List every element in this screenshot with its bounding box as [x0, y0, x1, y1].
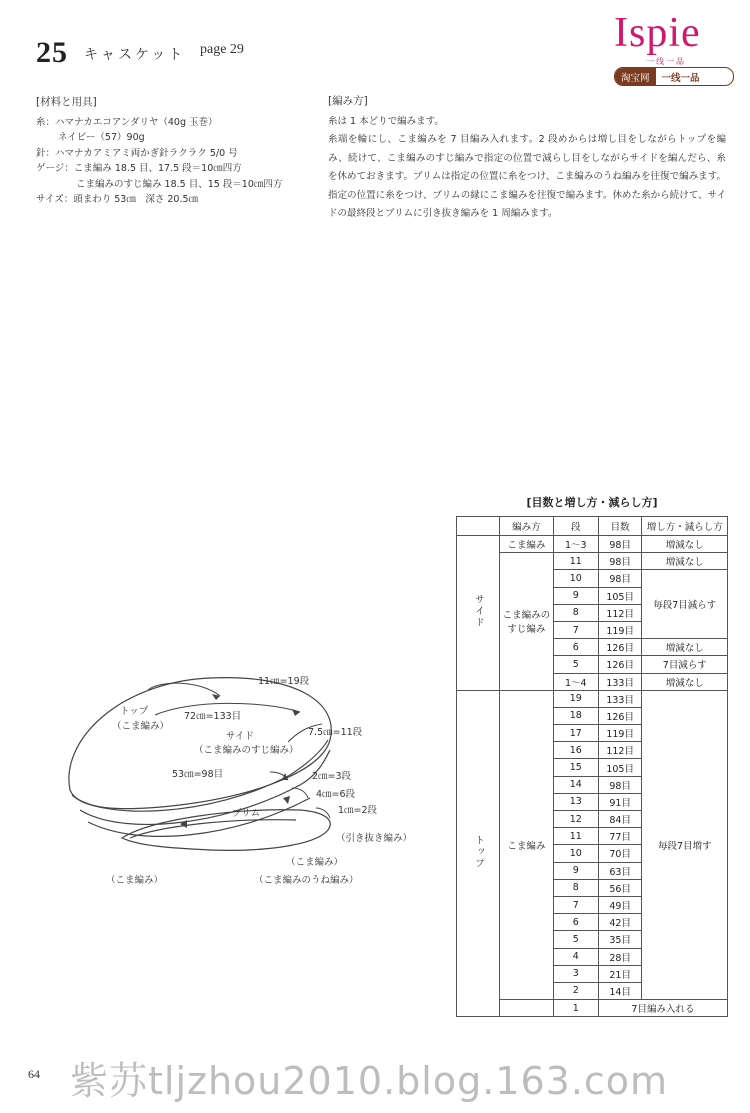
cell-count: 21目 [598, 965, 642, 982]
cell-row: 13 [553, 793, 598, 810]
arrow-brim-left [180, 820, 187, 828]
cell-count: 105目 [598, 759, 642, 776]
cell-count: 119目 [598, 621, 642, 638]
cell-row: 19 [553, 690, 598, 707]
cell-change: 毎段7目減らす [642, 570, 728, 639]
cell-row: 16 [553, 742, 598, 759]
cell-count: 126目 [598, 707, 642, 724]
cell-count: 133目 [598, 690, 642, 707]
cell-row: 15 [553, 759, 598, 776]
table-header-row [457, 517, 728, 536]
measure-top-circumference: 72㎝=133目 [184, 711, 242, 722]
label-brim: ブリム [232, 808, 261, 819]
logo-wordmark: Ispie [614, 10, 701, 56]
materials-line: ゲージ：こま編み 18.5 目、17.5 段＝10㎝四方 [36, 163, 242, 174]
cell-row: 18 [553, 707, 598, 724]
measure-brim: 4㎝=6段 [316, 789, 356, 800]
cell-row: 5 [553, 656, 598, 673]
cell-change: 増減なし [642, 673, 728, 690]
table-row [457, 536, 728, 553]
cell-count: 56目 [598, 879, 642, 896]
section-top: トップ [457, 690, 500, 1017]
cell-row: 7 [553, 621, 598, 638]
cap-illustration [60, 660, 440, 900]
cell-row: 5 [553, 931, 598, 948]
label-side-stitch: （こま編みのすじ編み） [194, 745, 299, 756]
cell-change: 増減なし [642, 639, 728, 656]
cell-method: こま編み [500, 536, 554, 553]
cell-row: 1 [553, 1000, 598, 1017]
cell-row: 12 [553, 811, 598, 828]
pattern-number: 25 [36, 36, 68, 69]
instructions-section [328, 92, 726, 224]
page-number: 64 [28, 1067, 40, 1081]
header-method: 編み方 [500, 517, 554, 536]
cell-row: 3 [553, 965, 598, 982]
note-single-crochet-brim: （こま編み） [286, 857, 344, 868]
cell-row: 17 [553, 725, 598, 742]
cell-row: 1〜3 [553, 536, 598, 553]
logo-subtitle: 一线一品 [646, 57, 686, 66]
cell-count: 98目 [598, 776, 642, 793]
cap-diagram [60, 660, 440, 900]
cell-row: 14 [553, 776, 598, 793]
cell-row: 6 [553, 914, 598, 931]
cell-row: 9 [553, 587, 598, 604]
cell-row: 4 [553, 948, 598, 965]
materials-line: 糸：ハマナカエコアンダリヤ（40g 玉巻） [36, 116, 218, 128]
header-row: 段 [553, 517, 598, 536]
cell-count: 42目 [598, 914, 642, 931]
cell-count: 91目 [598, 793, 642, 810]
watermark: 紫苏tljzhou2010.blog.163.com [70, 1059, 669, 1103]
cell-row: 7 [553, 896, 598, 913]
cell-row: 10 [553, 570, 598, 587]
cell-count: 112目 [598, 604, 642, 621]
cell-count: 98目 [598, 570, 642, 587]
cell-count: 28目 [598, 948, 642, 965]
cell-change: 増減なし [642, 536, 728, 553]
cell-change: 増減なし [642, 553, 728, 570]
label-top-stitch: （こま編み） [112, 721, 170, 732]
cell-count: 105目 [598, 587, 642, 604]
measure-band: 2㎝=3段 [312, 771, 352, 782]
cell-row: 8 [553, 604, 598, 621]
cell-count: 77目 [598, 828, 642, 845]
materials-line: サイズ：頭まわり 53㎝ 深さ 20.5㎝ [36, 194, 199, 205]
cell-count: 133目 [598, 673, 642, 690]
cell-method: こま編み [500, 690, 554, 999]
cell-count: 119目 [598, 725, 642, 742]
section-side: サイド [457, 536, 500, 691]
cell-count: 70目 [598, 845, 642, 862]
cell-row: 6 [553, 639, 598, 656]
instructions-paragraph: 糸は 1 本どりで編みます。 [328, 115, 444, 127]
cell-count: 112目 [598, 742, 642, 759]
cell-count: 98目 [598, 553, 642, 570]
arrow-top-circ [292, 709, 300, 716]
materials-line: 針：ハマナカアミアミ両かぎ針ラクラク 5/0 号 [36, 147, 238, 159]
cell-row: 8 [553, 879, 598, 896]
cell-count: 14目 [598, 982, 642, 999]
header-count: 目数 [598, 517, 642, 536]
cell-count: 126目 [598, 656, 642, 673]
header-change: 増し方・減らし方 [642, 517, 728, 536]
materials-line: こま編みのすじ編み 18.5 目、15 段＝10㎝四方 [76, 178, 283, 190]
cell-count: 35目 [598, 931, 642, 948]
arrow-brim-right [283, 796, 290, 804]
stitch-count-table [456, 516, 728, 1017]
label-top: トップ [120, 706, 149, 717]
logo-badge-left: 淘宝网 [615, 68, 656, 85]
materials-line: ネイビー（57）90g [58, 132, 145, 143]
cell-row: 11 [553, 828, 598, 845]
table-title: [目数と増し方・減らし方] [526, 496, 658, 509]
label-side: サイド [226, 731, 254, 742]
materials-heading: [材料と用具] [36, 96, 97, 108]
side-lower-edge [88, 798, 310, 836]
measure-head: 53㎝=98目 [172, 769, 224, 780]
measure-side-depth: 7.5㎝=11段 [308, 727, 363, 738]
logo-badge [614, 67, 734, 86]
instructions-heading: [編み方] [328, 95, 368, 107]
cell-change: 毎段7目増す [642, 690, 728, 999]
note-slip-stitch: （引き抜き編み） [336, 833, 413, 844]
note-ridge-stitch: （こま編みのうね編み） [254, 875, 359, 886]
measure-top-depth: 11㎝=19段 [258, 676, 310, 687]
cell-row: 11 [553, 553, 598, 570]
cell-row: 9 [553, 862, 598, 879]
instructions-paragraph: 糸端を輪にし、こま編みを 7 目編み入れます。2 段めからは増し目をしながらトップを編み、続けて、こま編みのすじ編みで指定の位置で減らし目をしながらサイドを編んだら、糸を休めておきます。ブリムは指定の位置に糸をつけ、こま編みのうね編みを往復で編みます。指定の位置に糸をつけ、ブリムの縁にこま編みを往復で編みます。休めた糸から続けて、サイドの最終段とブリムに引き抜き編みを 1 周編みます。 [328, 134, 726, 219]
table-row [457, 690, 728, 707]
measure-edge: 1㎝=2段 [338, 805, 378, 816]
cell-count: 84目 [598, 811, 642, 828]
materials-section [36, 95, 316, 208]
cell-change: 7目減らす [642, 656, 728, 673]
cell-method: こま編みの すじ編み [500, 553, 554, 691]
cell-count: 49目 [598, 896, 642, 913]
cell-count: 126目 [598, 639, 642, 656]
cell-count: 63目 [598, 862, 642, 879]
cell-row: 10 [553, 845, 598, 862]
cell-note: 7目編み入れる [598, 1000, 727, 1017]
cell-count: 98目 [598, 536, 642, 553]
page-reference: page 29 [200, 42, 244, 57]
brim-inner-edge [130, 820, 296, 838]
cell-row: 2 [553, 982, 598, 999]
cell-row: 1〜4 [553, 673, 598, 690]
logo-badge-right: 一线一品 [661, 72, 700, 84]
note-single-crochet-edge: （こま編み） [106, 875, 164, 886]
pattern-title: キャスケット [84, 47, 186, 63]
side-mid-edge [80, 750, 330, 824]
brim-outline [122, 810, 330, 851]
